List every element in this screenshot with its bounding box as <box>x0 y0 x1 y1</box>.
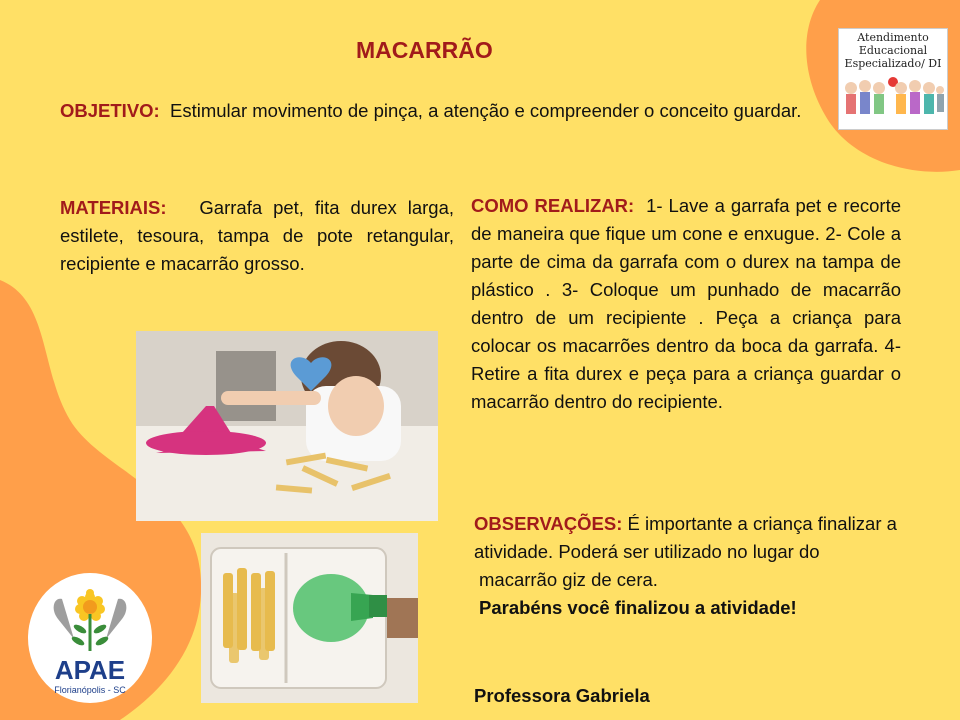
children-illustration <box>841 70 945 125</box>
materiais-section <box>60 194 454 278</box>
objetivo-section <box>60 97 804 125</box>
como-realizar-label: COMO REALIZAR: <box>471 195 635 216</box>
badge-line3: Especializado/ DI <box>844 57 942 70</box>
observacoes-line4: Parabéns você finalizou a atividade! <box>479 597 797 618</box>
apae-emblem <box>28 579 152 659</box>
observacoes-section <box>474 510 954 622</box>
observacoes-label: OBSERVAÇÕES: <box>474 513 623 534</box>
observacoes-line3: macarrão giz de cera. <box>479 569 658 590</box>
objetivo-text: Estimular movimento de pinça, a atenção e compreender o conceito guardar. <box>170 100 802 121</box>
pasta-container-photo <box>201 533 418 703</box>
como-realizar-section <box>471 192 901 416</box>
materiais-text: Garrafa pet, fita durex larga, estilete, tesoura, tampa de pote retangular, recipiente e macarrão grosso. <box>60 197 455 274</box>
observacoes-line1: É importante a criança finalizar a <box>627 513 897 534</box>
materiais-label: MATERIAIS: <box>60 197 167 218</box>
badge-line1: Atendimento <box>857 31 929 44</box>
aee-badge <box>838 28 948 130</box>
apae-city: Florianópolis - SC <box>54 685 126 695</box>
objetivo-label: OBJETIVO: <box>60 100 160 121</box>
apae-name: APAE <box>54 655 126 685</box>
signature: Professora Gabriela <box>474 685 650 706</box>
apae-logo <box>28 573 152 703</box>
como-realizar-text: 1- Lave a garrafa pet e recorte de maneira que fique um cone e enxugue. 2- Cole a parte de cima da garrafa com o durex na tampa de plástico . 3- Coloque um punhado de macarrão dentro de um recipiente . Peça a criança para colocar os macarrões dentro da boca da garrafa. 4- Retire a fita durex e peça para a criança guardar o macarrão dentro do recipiente. <box>471 195 901 412</box>
observacoes-line2: atividade. Poderá ser utilizado no lugar do <box>474 541 820 562</box>
page-title: MACARRÃO <box>356 37 493 63</box>
badge-line2: Educacional <box>858 44 928 57</box>
child-activity-photo <box>136 331 438 521</box>
